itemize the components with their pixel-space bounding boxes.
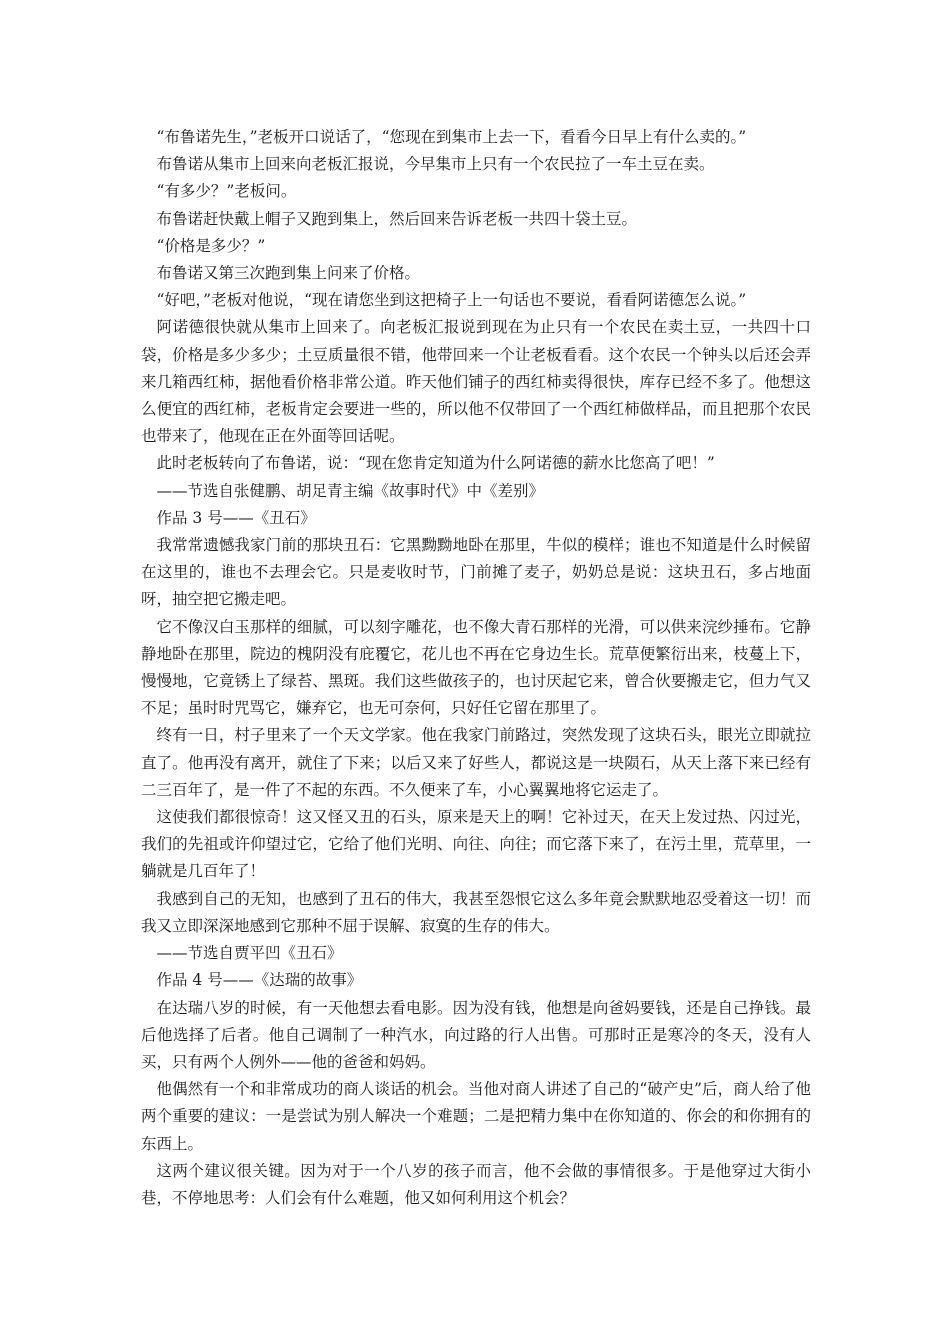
section-heading: 作品 3 号——《丑石》 <box>156 508 316 527</box>
paragraph: “有多少？”老板问。 <box>156 182 297 201</box>
paragraph: 这两个建议很关键。因为对于一个八岁的孩子而言，他不会做的事情很多。于是他穿过大街小巷，不停地思考：人们会有什么难题，他又如何利用这个机会？ <box>141 1161 811 1207</box>
paragraph: 这使我们都很惊奇！这又怪又丑的石头，原来是天上的啊！它补过天，在天上发过热、闪过光，我们的先祖或许仰望过它，它给了他们光明、向往、向往；而它落下来了，在污土里，荒草里，一躺就是几百年了！ <box>141 808 811 881</box>
paragraph: “好吧，”老板对他说，“现在请您坐到这把椅子上一句话也不要说，看看阿诺德怎么说。” <box>156 291 747 310</box>
paragraph: 阿诺德很快就从集市上回来了。向老板汇报说到现在为止只有一个农民在卖土豆，一共四十口袋，价格是多少多少；土豆质量很不错，他带回来一个让老板看看。这个农民一个钟头以后还会弄来几箱西红柿，据他看价格非常公道。昨天他们铺子的西红柿卖得很快，库存已经不多了。他想这么便宜的西红柿，老板肯定会要进一些的，所以他不仅带回了一个西红柿做样品，而且把那个农民也带来了，他现在正在外面等回话呢。 <box>141 318 811 446</box>
paragraph: 终有一日，村子里来了一个天文学家。他在我家门前路过，突然发现了这块石头，眼光立即就拉直了。他再没有离开，就住了下来；以后又来了好些人，都说这是一块陨石，从天上落下来已经有二三百年了，是一件了不起的东西。不久便来了车，小心翼翼地将它运走了。 <box>141 726 811 799</box>
paragraph: 我感到自己的无知，也感到了丑石的伟大，我甚至怨恨它这么多年竟会默默地忍受着这一切！而我又立即深深地感到它那种不屈于误解、寂寞的生存的伟大。 <box>141 889 811 935</box>
paragraph: 它不像汉白玉那样的细腻，可以刻字雕花，也不像大青石那样的光滑，可以供来浣纱捶布。它静静地卧在那里，院边的槐阴没有庇覆它，花儿也不再在它身边生长。荒草便繁衍出来，枝蔓上下，慢慢地，它竟锈上了绿苔、黑斑。我们这些做孩子的，也讨厌起它来，曾合伙要搬走它，但力气又不足；虽时时咒骂它，嫌弃它，也无可奈何，只好任它留在那里了。 <box>141 617 811 718</box>
paragraph: “布鲁诺先生，”老板开口说话了，“您现在到集市上去一下，看看今日早上有什么卖的。” <box>156 128 747 146</box>
document-page <box>141 124 811 1212</box>
paragraph: 布鲁诺又第三次跑到集上问来了价格。 <box>156 264 421 283</box>
paragraph: 我常常遗憾我家门前的那块丑石：它黑黝黝地卧在那里，牛似的模样；谁也不知道是什么时候留在这里的，谁也不去理会它。只是麦收时节，门前摊了麦子，奶奶总是说：这块丑石，多占地面呀，抽空把它搬走吧。 <box>141 536 811 609</box>
paragraph: “价格是多少？” <box>156 236 266 255</box>
paragraph: 他偶然有一个和非常成功的商人谈话的机会。当他对商人讲述了自己的“破产史”后，商人给了他两个重要的建议：一是尝试为别人解决一个难题；二是把精力集中在你知道的、你会的和你拥有的东西上。 <box>141 1080 811 1153</box>
paragraph: 此时老板转向了布鲁诺，说：“现在您肯定知道为什么阿诺德的薪水比您高了吧！” <box>156 454 715 473</box>
source-citation: ——节选自张健鹏、胡足青主编《故事时代》中《差别》 <box>156 481 545 500</box>
paragraph: 布鲁诺赶快戴上帽子又跑到集上，然后回来告诉老板一共四十袋土豆。 <box>156 209 638 228</box>
paragraph: 布鲁诺从集市上回来向老板汇报说，今早集市上只有一个农民拉了一车土豆在卖。 <box>156 155 715 174</box>
source-citation: ——节选自贾平凹《丑石》 <box>156 944 343 963</box>
paragraph: 在达瑞八岁的时候，有一天他想去看电影。因为没有钱，他想是向爸妈要钱，还是自己挣钱。最后他选择了后者。他自己调制了一种汽水，向过路的行人出售。可那时正是寒冷的冬天，没有人买，只有两个人例外——他的爸爸和妈妈。 <box>141 998 811 1071</box>
section-heading: 作品 4 号——《达瑞的故事》 <box>156 971 363 990</box>
